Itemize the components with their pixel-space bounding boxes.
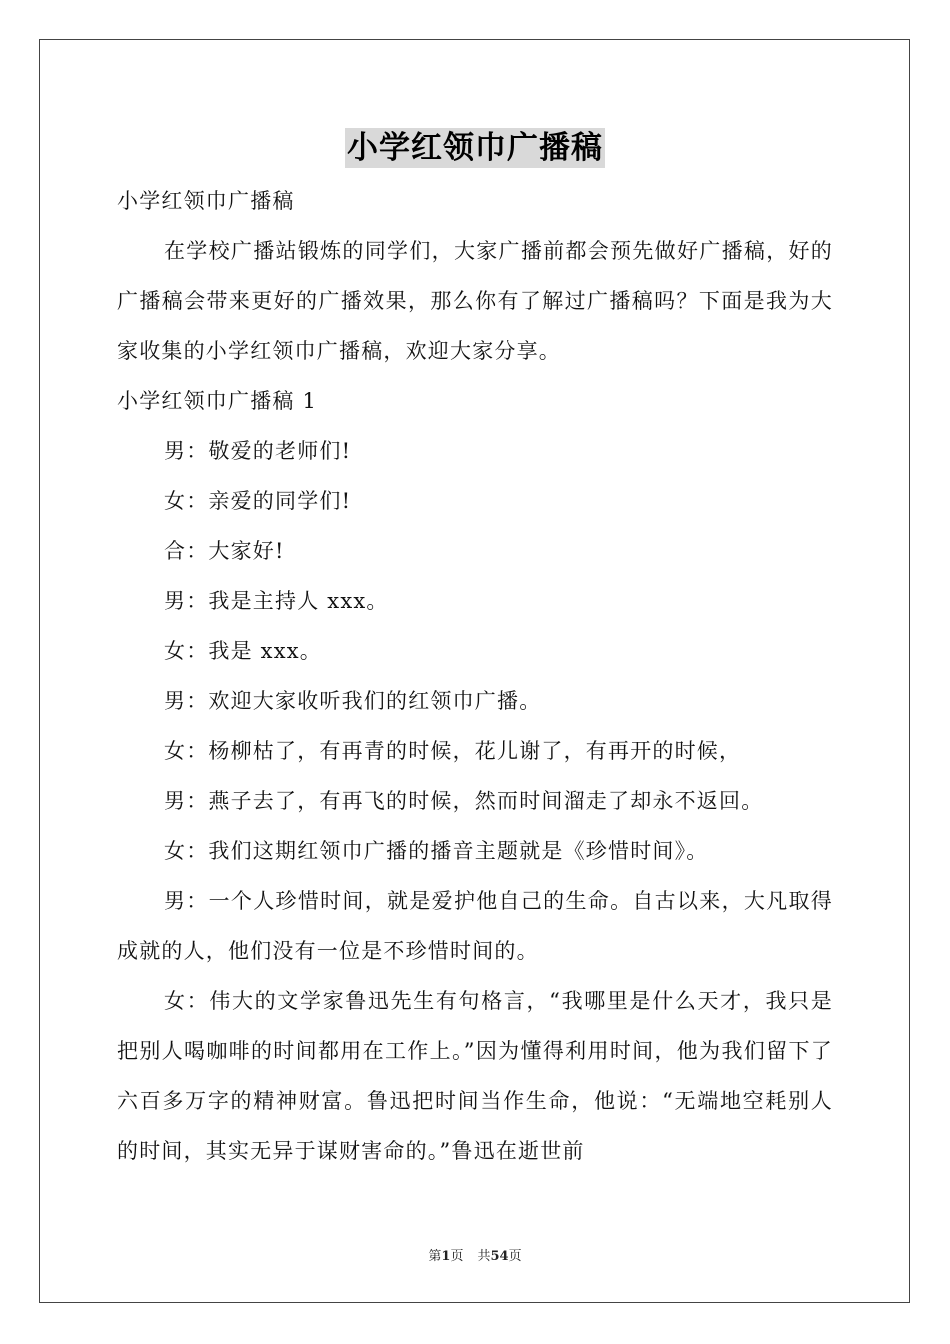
paragraph: 小学红领巾广播稿 1 (117, 389, 318, 413)
page-footer (0, 1248, 950, 1266)
title-container (0, 128, 950, 168)
paragraph: 女：杨柳枯了，有再青的时候，花儿谢了，有再开的时候， (164, 739, 742, 763)
document-body (117, 176, 833, 1176)
paragraph: 男：燕子去了，有再飞的时候，然而时间溜走了却永不返回。 (164, 789, 764, 813)
document-title: 小学红领巾广播稿 (347, 130, 603, 166)
page-suffix: 页 (450, 1249, 464, 1264)
paragraph: 男：欢迎大家收听我们的红领巾广播。 (164, 689, 542, 713)
page-number: 1 (441, 1249, 451, 1264)
paragraph: 男：一个人珍惜时间，就是爱护他自己的生命。自古以来，大凡取得成就的人，他们没有一位是不珍惜时间的。 (117, 889, 833, 963)
paragraph: 女：伟大的文学家鲁迅先生有句格言，“我哪里是什么天才，我只是把别人喝咖啡的时间都用在工作上。”因为懂得利用时间，他为我们留下了六百多万字的精神财富。鲁迅把时间当作生命，他说：“无端地空耗别人的时间，其实无异于谋财害命的。”鲁迅在逝世前 (117, 989, 833, 1163)
paragraph: 合：大家好! (164, 539, 285, 563)
paragraph: 男：敬爱的老师们! (164, 439, 352, 463)
paragraph: 小学红领巾广播稿 (117, 189, 295, 213)
paragraph: 女：我们这期红领巾广播的播音主题就是《珍惜时间》。 (164, 839, 709, 863)
total-pages: 54 (490, 1249, 509, 1264)
total-suffix: 页 (508, 1249, 522, 1264)
paragraph: 女：我是 xxx。 (164, 639, 323, 663)
paragraph: 在学校广播站锻炼的同学们，大家广播前都会预先做好广播稿，好的广播稿会带来更好的广播效果，那么你有了解过广播稿吗？下面是我为大家收集的小学红领巾广播稿，欢迎大家分享。 (117, 239, 833, 363)
page-prefix: 第 (428, 1249, 442, 1264)
paragraph: 男：我是主持人 xxx。 (164, 589, 389, 613)
total-prefix: 共 (477, 1249, 491, 1264)
paragraph: 女：亲爱的同学们! (164, 489, 352, 513)
